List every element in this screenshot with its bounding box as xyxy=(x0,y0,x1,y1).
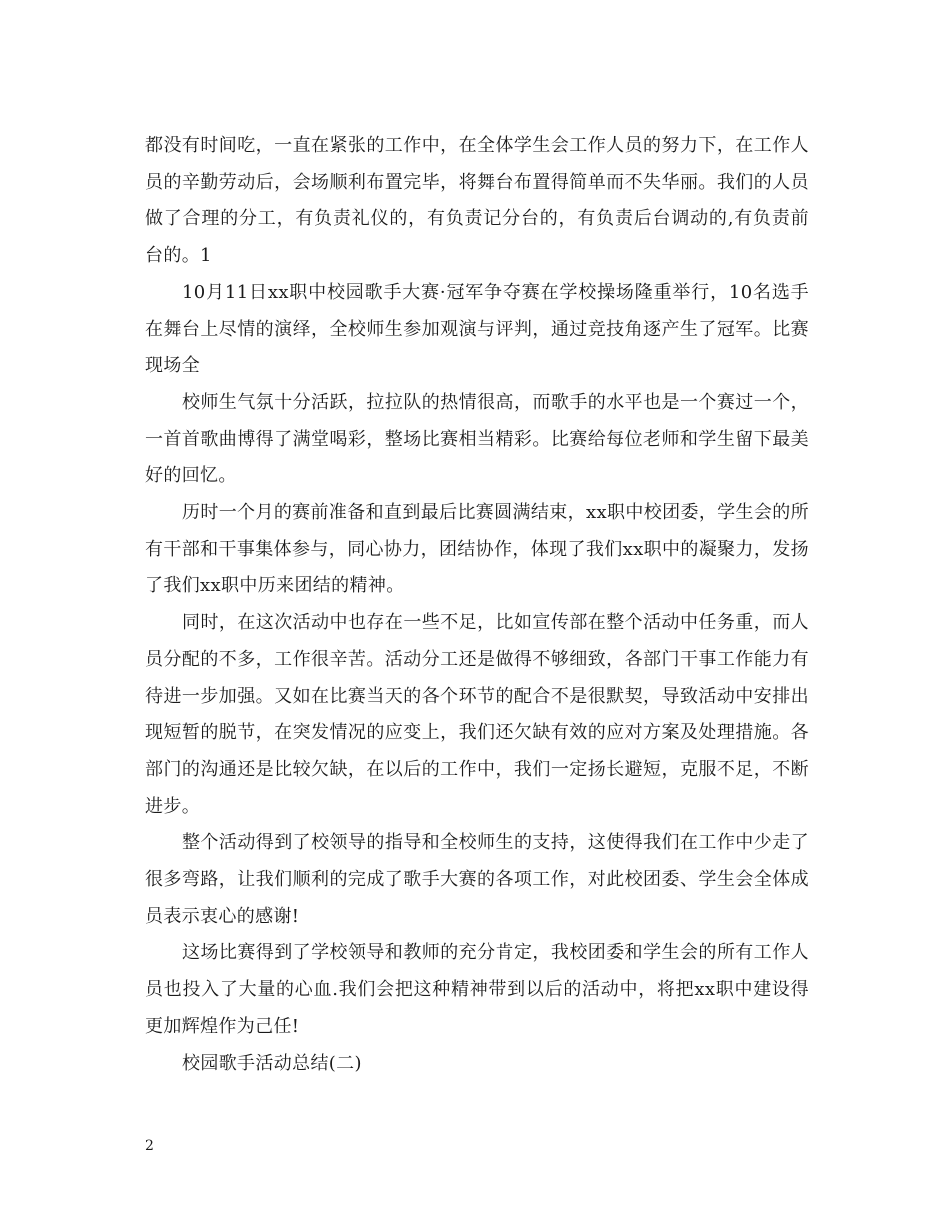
paragraph-3: 校师生气氛十分活跃，拉拉队的热情很高，而歌手的水平也是一个赛过一个，一首首歌曲博得了满堂喝彩，整场比赛相当精彩。比赛给每位老师和学生留下最美好的回忆。 xyxy=(145,391,809,487)
section-heading: 校园歌手活动总结(二) xyxy=(182,1052,362,1074)
paragraph-6: 整个活动得到了校领导的指导和全校师生的支持，这使得我们在工作中少走了很多弯路，让我们顺利的完成了歌手大赛的各项工作，对此校团委、学生会全体成员表示衷心的感谢! xyxy=(145,832,809,927)
document-body xyxy=(145,128,809,1082)
paragraph-7: 这场比赛得到了学校领导和教师的充分肯定，我校团委和学生会的所有工作人员也投入了大量的心血.我们会把这种精神带到以后的活动中，将把xx职中建设得更加辉煌作为己任! xyxy=(145,942,809,1037)
page-number: 2 xyxy=(145,1138,154,1154)
paragraph-4: 历时一个月的赛前准备和直到最后比赛圆满结束，xx职中校团委，学生会的所有干部和干事集体参与，同心协力，团结协作，体现了我们xx职中的凝聚力，发扬了我们xx职中历来团结的精神。 xyxy=(145,502,809,597)
paragraph-5: 同时，在这次活动中也存在一些不足，比如宣传部在整个活动中任务重，而人员分配的不多，工作很辛苦。活动分工还是做得不够细致，各部门干事工作能力有待进一步加强。又如在比赛当天的各个环节的配合不是很默契，导致活动中安排出现短暂的脱节，在突发情况的应变上，我们还欠缺有效的应对方案及处理措施。各部门的沟通还是比较欠缺，在以后的工作中，我们一定扬长避短，克服不足，不断进步。 xyxy=(145,612,809,817)
paragraph-1: 都没有时间吃，一直在紧张的工作中，在全体学生会工作人员的努力下，在工作人员的辛勤劳动后，会场顺利布置完毕，将舞台布置得简单而不失华丽。我们的人员做了合理的分工，有负责礼仪的，有负责记分台的，有负责后台调动的,有负责前台的。1 xyxy=(145,135,809,267)
paragraph-2: 10月11日xx职中校园歌手大赛·冠军争夺赛在学校操场隆重举行，10名选手在舞台上尽情的演绎，全校师生参加观演与评判，通过竞技角逐产生了冠军。比赛现场全 xyxy=(145,281,809,377)
